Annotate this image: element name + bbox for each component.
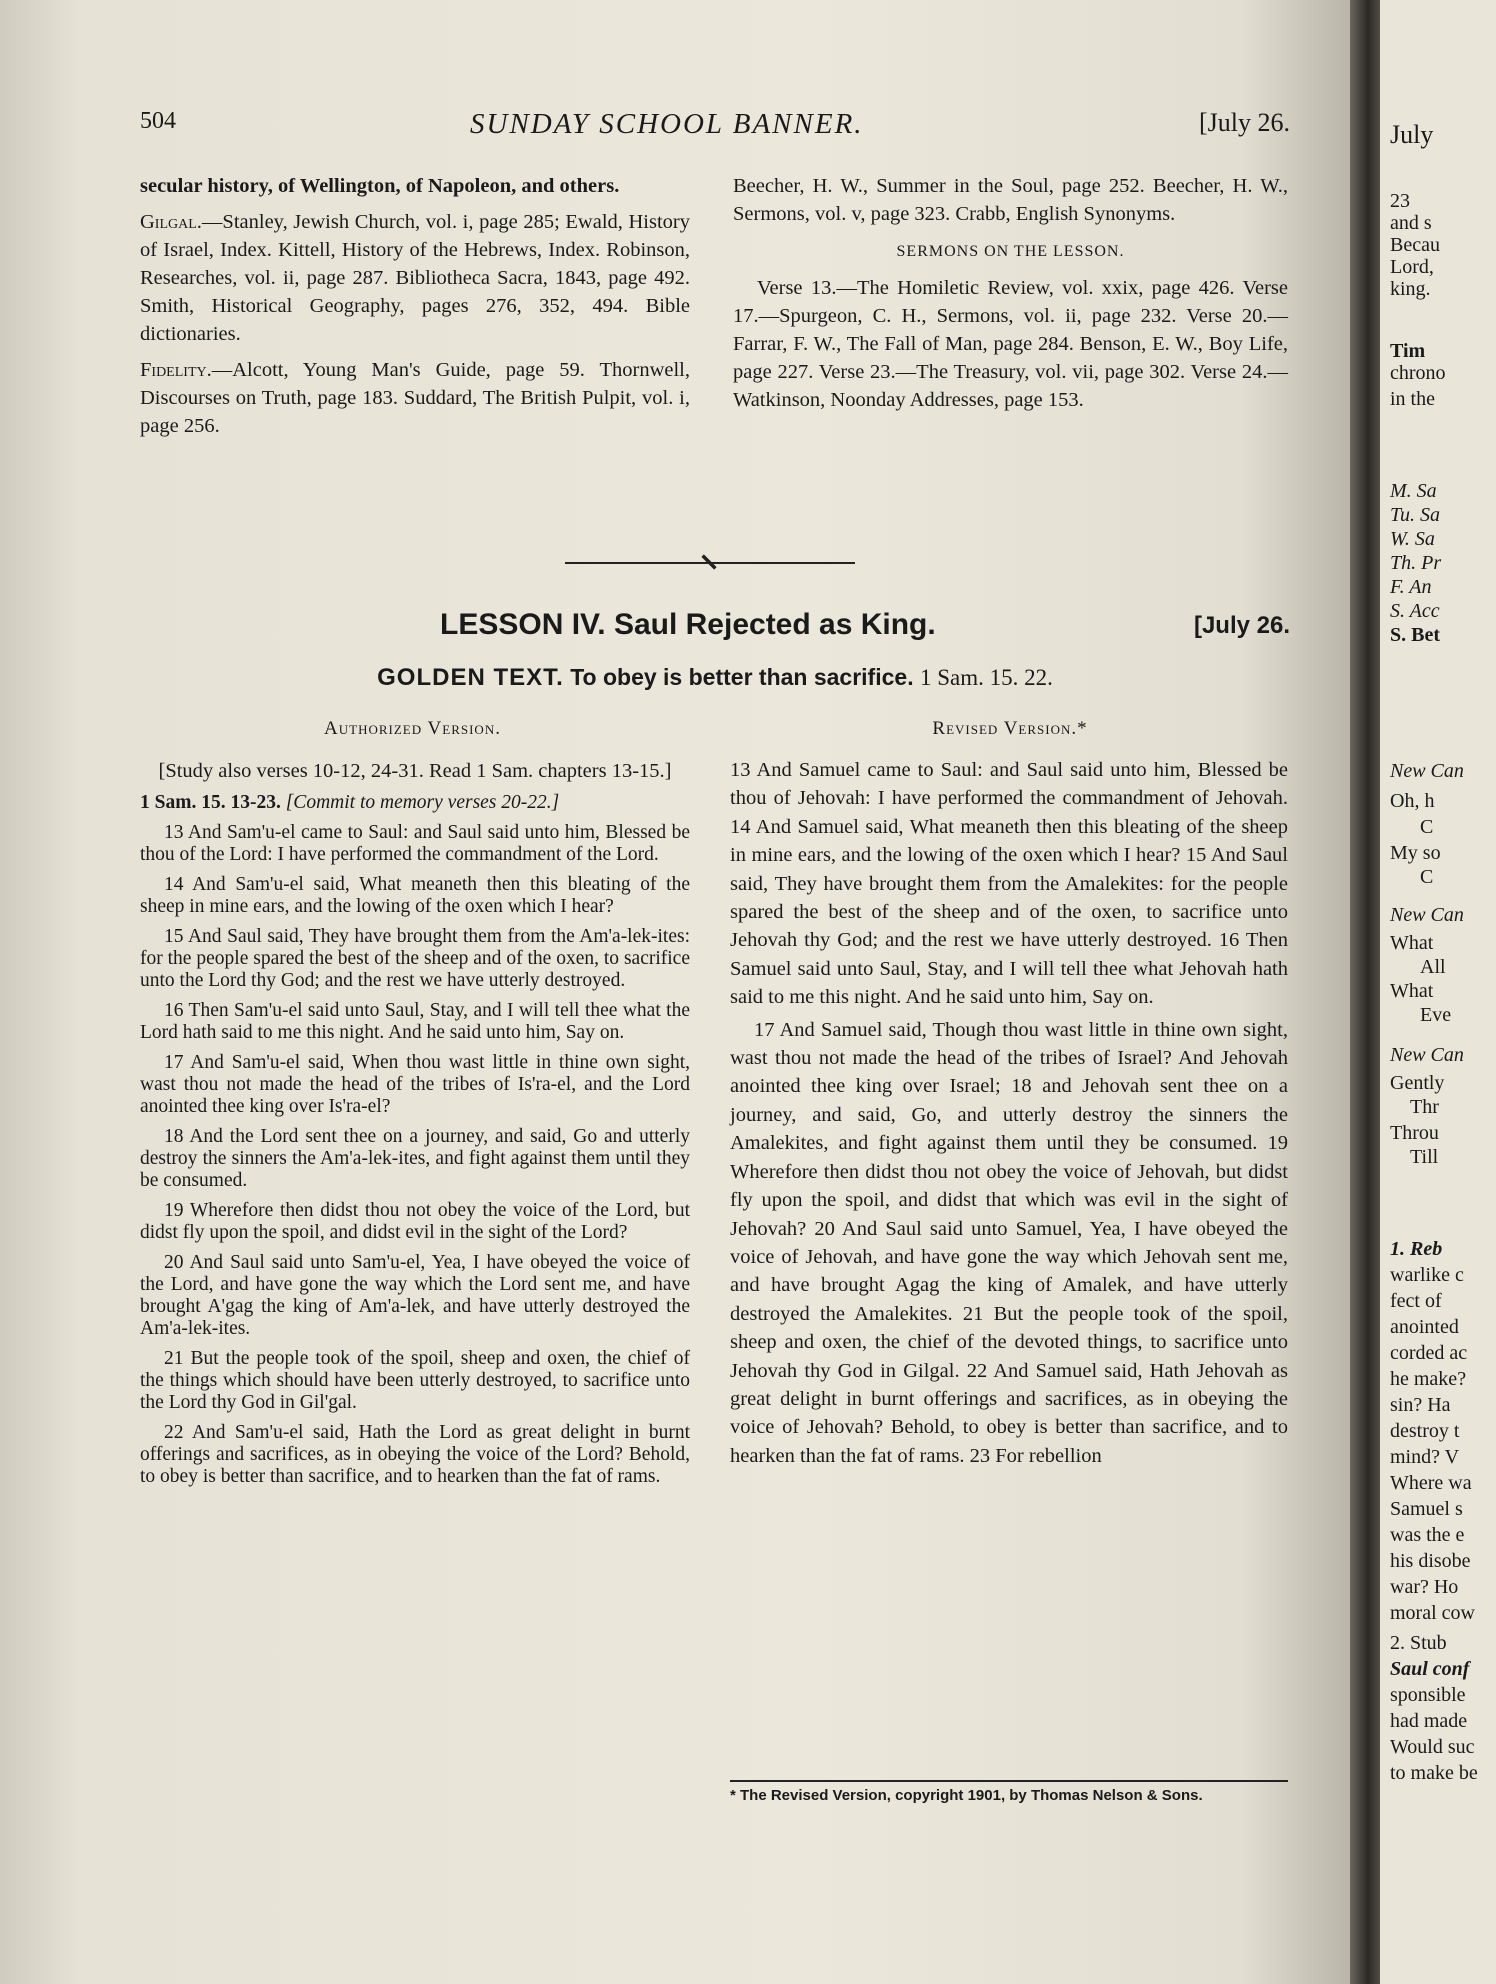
authorized-version-column xyxy=(140,758,690,1496)
facing-page-edge xyxy=(1380,0,1496,1984)
facing-page-fragment: New Can xyxy=(1390,904,1464,926)
rv-verses-17-23: 17 And Samuel said, Though thou wast little in thine own sight, wast thou not made the head of the tribes of Israel? And Jehovah anointed thee king over Israel; 18 and Jehovah sent thee on a journey, and said, Go, and utterly destroy the sinners the Amalekites, and fight against them until they be consumed. 19 Wherefore then didst thou not obey the voice of Jehovah, but didst fly upon the spoil, and didst that which was evil in the sight of Jehovah? 20 And Saul said unto Samuel, Yea, I have obeyed the voice of Jehovah, and have gone the way which Jehovah sent me, and have brought Agag the king of Amalek, and have utterly destroyed the Amalekites. 21 But the people took of the spoil, sheep and oxen, the chief of the devoted things, to sacrifice unto Jehovah thy God in Gilgal. 22 And Samuel said, Hath Jehovah as great delight in burnt offerings and sacrifices, as in obeying the voice of Jehovah? Behold, to obey is better than sacrifice, and to hearken than the fat of rams. 23 For rebellion xyxy=(730,1018,1288,1467)
golden-text xyxy=(140,664,1290,692)
facing-page-fragment: Saul conf xyxy=(1390,1658,1470,1680)
av-verse-21: 21 But the people took of the spoil, sheep and oxen, the chief of the things which should have been utterly destroyed, to sacrifice unto the Lord thy God in Gil'gal. xyxy=(140,1348,690,1413)
bibliography-continuation: secular history, of Wellington, of Napoleon, and others. xyxy=(140,175,620,197)
av-verse-22: 22 And Sam'u-el said, Hath the Lord as great delight in burnt offerings and sacrifices, as in obeying the voice of the Lord? Behold, to obey is better than sacrifice, and to hearken than the fat of rams. xyxy=(140,1422,690,1487)
facing-page-fragment: Would suc xyxy=(1390,1736,1475,1758)
page-number: 504 xyxy=(140,108,176,134)
facing-page-fragment: Tu. Sa xyxy=(1390,504,1441,526)
facing-page-fragment: S. Bet xyxy=(1390,624,1440,646)
facing-page-fragment: New Can xyxy=(1390,760,1464,782)
facing-page-fragment: moral cow xyxy=(1390,1602,1475,1624)
av-verse-20: 20 And Saul said unto Sam'u-el, Yea, I have obeyed the voice of the Lord, and have gone the way which the Lord sent me, and have brought A'gag the king of Am'a-lek, and have utterly destroyed the Am'a-lek-ites. xyxy=(140,1252,690,1339)
memory-note: [Commit to memory verses 20-22.] xyxy=(285,792,560,813)
facing-page-fragment: Gently xyxy=(1390,1072,1445,1094)
facing-page-fragment: What xyxy=(1390,932,1434,954)
facing-page-fragment: Thr xyxy=(1410,1096,1439,1118)
facing-page-fragment: in the xyxy=(1390,388,1435,410)
gilgal-text: —Stanley, Jewish Church, vol. i, page 285; Ewald, History of Israel, Index. Kittell, History of the Hebrews, Index. Robinson, Researches, vol. ii, page 287. Bibliotheca Sacra, 1843, page 492. Smith, Historical Geography, pages 276, 352, 494. Bible dictionaries. xyxy=(140,211,690,345)
facing-page-fragment: 1. Reb xyxy=(1390,1238,1443,1260)
facing-page-fragment: S. Acc xyxy=(1390,600,1440,622)
facing-page-fragment: Till xyxy=(1410,1146,1439,1168)
facing-page-fragment: What xyxy=(1390,980,1434,1002)
facing-page-fragment: My so xyxy=(1390,842,1441,864)
facing-page-fragment: F. An xyxy=(1390,576,1432,598)
facing-page-fragment: Becau xyxy=(1390,234,1440,256)
facing-page-fragment: and s xyxy=(1390,212,1432,234)
rv-verses-13-16: 13 And Samuel came to Saul: and Saul said unto him, Blessed be thou of Jehovah: I have performed the commandment of Jehovah. 14 And Samuel said, What meaneth then this bleating of the sheep in mine ears, and the lowing of the oxen which I hear? 15 And Saul said, They have brought them from the Amalekites: for the people spared the best of the sheep and of the oxen, to sacrifice unto Jehovah thy God; and the rest we have utterly destroyed. 16 Then Samuel said unto Saul, Stay, and I will tell thee what Jehovah hath said to me this night. And he said unto him, Say on. xyxy=(730,759,1288,1009)
footnote-rule xyxy=(730,1780,1288,1782)
gilgal-label: Gilgal. xyxy=(140,211,202,233)
facing-page-fragment: king. xyxy=(1390,278,1431,300)
book-gutter xyxy=(1350,0,1380,1984)
footnote: * The Revised Version, copyright 1901, by Thomas Nelson & Sons. xyxy=(730,1787,1203,1804)
fidelity-text: —Alcott, Young Man's Guide, page 59. Thornwell, Discourses on Truth, page 183. Suddard, The British Pulpit, vol. i, page 256. xyxy=(140,359,690,437)
running-header xyxy=(140,108,1290,142)
facing-page-fragment: was the e xyxy=(1390,1524,1465,1546)
av-verse-19: 19 Wherefore then didst thou not obey the voice of the Lord, but didst fly upon the spoil, and didst evil in the sight of the Lord? xyxy=(140,1200,690,1243)
facing-page-fragment: New Can xyxy=(1390,1044,1464,1066)
sermons-heading: SERMONS ON THE LESSON. xyxy=(896,243,1125,260)
passage-reference xyxy=(140,792,690,814)
gilgal-references xyxy=(140,208,690,348)
facing-page-fragment: W. Sa xyxy=(1390,528,1435,550)
facing-page-fragment: Samuel s xyxy=(1390,1498,1463,1520)
facing-page-fragment: Lord, xyxy=(1390,256,1434,278)
golden-text-label: GOLDEN TEXT. xyxy=(377,664,564,691)
facing-page-fragment: Throu xyxy=(1390,1122,1439,1144)
bibliography-right-column xyxy=(733,172,1288,422)
av-verse-13: 13 And Sam'u-el came to Saul: and Saul said unto him, Blessed be thou of the Lord: I have performed the commandment of the Lord. xyxy=(140,822,690,865)
golden-text-quote: To obey is better than sacrifice. xyxy=(570,664,914,690)
lesson-title: LESSON IV. Saul Rejected as King. xyxy=(440,608,936,641)
lesson-heading xyxy=(140,608,1290,648)
beecher-references: Beecher, H. W., Summer in the Soul, page 252. Beecher, H. W., Sermons, vol. v, page 323. Crabb, English Synonyms. xyxy=(733,175,1288,225)
fidelity-label: Fidelity. xyxy=(140,359,212,381)
study-note: [Study also verses 10-12, 24-31. Read 1 Sam. chapters 13-15.] xyxy=(158,760,672,782)
av-verse-16: 16 Then Sam'u-el said unto Saul, Stay, and I will tell thee what the Lord hath said to me this night. And he said unto him, Say on. xyxy=(140,1000,690,1043)
facing-page-fragment: sponsible xyxy=(1390,1684,1466,1706)
authorized-version-heading: Authorized Version. xyxy=(324,718,501,739)
facing-page-fragment: chrono xyxy=(1390,362,1446,384)
facing-page-fragment: had made xyxy=(1390,1710,1468,1732)
facing-page-fragment: All xyxy=(1420,956,1446,978)
facing-page-fragment: anointed xyxy=(1390,1316,1459,1338)
facing-page-fragment: C xyxy=(1420,866,1434,888)
journal-title: SUNDAY SCHOOL BANNER. xyxy=(470,108,864,140)
facing-page-fragment: destroy t xyxy=(1390,1420,1460,1442)
facing-page-fragment: Where wa xyxy=(1390,1472,1472,1494)
facing-page-fragment: July xyxy=(1390,120,1434,149)
av-verse-14: 14 And Sam'u-el said, What meaneth then this bleating of the sheep in mine ears, and the lowing of the oxen which I hear? xyxy=(140,874,690,917)
revised-version-column xyxy=(730,756,1288,1474)
ornamental-divider xyxy=(565,556,855,570)
av-verse-17: 17 And Sam'u-el said, When thou wast little in thine own sight, wast thou not made the head of the tribes of Is'ra-el, and the Lord anointed thee king over Is'ra-el? xyxy=(140,1052,690,1117)
sermons-text: Verse 13.—The Homiletic Review, vol. xxix, page 426. Verse 17.—Spurgeon, C. H., Sermons, vol. ii, page 232. Verse 20.—Farrar, F. W., The Fall of Man, page 284. Benson, E. W., Boy Life, page 227. Verse 23.—The Treasury, vol. vii, page 302. Verse 24.—Watkinson, Noonday Addresses, page 153. xyxy=(733,277,1288,411)
facing-page-fragment: sin? Ha xyxy=(1390,1394,1451,1416)
fidelity-references xyxy=(140,356,690,440)
header-date: [July 26. xyxy=(1199,108,1290,137)
av-verse-18: 18 And the Lord sent thee on a journey, and said, Go and utterly destroy the sinners the Am'a-lek-ites, and fight against them until they be consumed. xyxy=(140,1126,690,1191)
facing-page-fragment: mind? V xyxy=(1390,1446,1460,1468)
av-verse-15: 15 And Saul said, They have brought them from the Am'a-lek-ites: for the people spared the best of the sheep and of the oxen, to sacrifice unto the Lord thy God; and the rest we have utterly destroyed. xyxy=(140,926,690,991)
facing-page-fragment: fect of xyxy=(1390,1290,1442,1312)
facing-page-fragment: corded ac xyxy=(1390,1342,1468,1364)
facing-page-fragment: Th. Pr xyxy=(1390,552,1442,574)
facing-page-fragment: M. Sa xyxy=(1390,480,1437,502)
facing-page-fragment: his disobe xyxy=(1390,1550,1471,1572)
facing-page-fragment: to make be xyxy=(1390,1762,1478,1784)
facing-page-fragment: war? Ho xyxy=(1390,1576,1459,1598)
facing-page-fragment: Tim xyxy=(1390,340,1426,362)
golden-text-ref: 1 Sam. 15. 22. xyxy=(919,665,1053,690)
facing-page-fragment: Oh, h xyxy=(1390,790,1435,812)
bibliography-left-column xyxy=(140,172,690,448)
facing-page-fragment: Eve xyxy=(1420,1004,1452,1026)
facing-page-fragment: 23 xyxy=(1390,190,1410,212)
facing-page-fragment: 2. Stub xyxy=(1390,1632,1447,1654)
facing-page-fragment: warlike c xyxy=(1390,1264,1464,1286)
lesson-date: [July 26. xyxy=(1193,612,1290,639)
facing-page-fragment: he make? xyxy=(1390,1368,1467,1390)
passage-ref: 1 Sam. 15. 13-23. xyxy=(140,792,281,813)
revised-version-heading: Revised Version.* xyxy=(932,718,1088,739)
facing-page-fragment: C xyxy=(1420,816,1434,838)
